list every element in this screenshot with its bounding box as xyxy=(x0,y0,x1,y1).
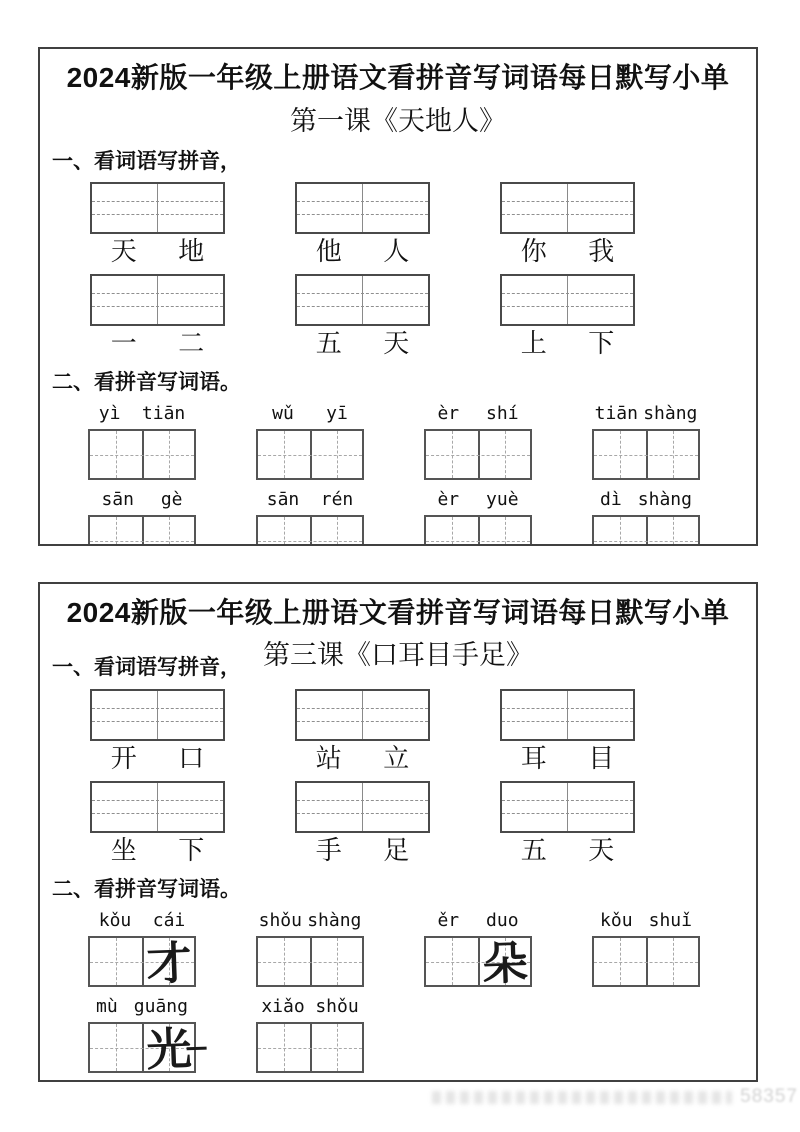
fourline-guide-line xyxy=(502,293,633,294)
character-write-cell xyxy=(646,517,698,546)
character-write-cell xyxy=(594,431,646,478)
pinyin-syllable: wǔ xyxy=(272,403,294,424)
word-pair xyxy=(295,836,430,866)
fourline-guide-line xyxy=(502,813,633,814)
pinyin-syllable: shuǐ xyxy=(648,910,692,931)
word-row xyxy=(90,329,756,359)
fourline-guide-line xyxy=(92,214,223,215)
fourline-guide-line xyxy=(92,813,223,814)
fourline-guide-line xyxy=(92,306,223,307)
word-row xyxy=(90,744,756,774)
character-write-cell xyxy=(258,431,310,478)
word-char: 一 xyxy=(110,329,137,358)
pinyin-syllable: sān xyxy=(266,489,300,510)
word-char: 立 xyxy=(383,744,410,773)
character-write-cell xyxy=(142,431,194,478)
pinyin-grid-column xyxy=(424,403,532,480)
lesson-subtitle: 第一课《天地人》 xyxy=(290,106,506,136)
pinyin-write-cell xyxy=(157,184,223,232)
pinyin-write-box xyxy=(90,182,225,234)
word-char: 目 xyxy=(588,744,615,773)
word-pair xyxy=(500,836,635,866)
pinyin-write-box xyxy=(500,781,635,833)
section1-write-pinyin xyxy=(40,689,756,866)
pinyin-write-cell xyxy=(297,276,362,324)
pinyin-grid-column xyxy=(592,489,700,546)
character-write-cell xyxy=(258,1024,310,1071)
word-pair xyxy=(500,237,635,267)
word-char: 天 xyxy=(110,237,137,266)
pinyin-syllable: shí xyxy=(486,403,519,424)
fourline-guide-line xyxy=(502,800,633,801)
pinyin-write-cell xyxy=(362,783,428,831)
section2-heading: 二、看拼音写词语。 xyxy=(52,371,241,394)
pinyin-grid-column xyxy=(88,996,196,1076)
pinyin-label xyxy=(592,403,700,425)
section1-heading: 一、看词语写拼音， xyxy=(52,656,241,679)
pinyin-grid-column xyxy=(256,996,364,1073)
pinyin-label xyxy=(88,403,196,425)
fourline-guide-line xyxy=(92,800,223,801)
pinyin-syllable: guāng xyxy=(133,996,188,1017)
pinyin-label xyxy=(592,910,700,932)
pinyin-box-row xyxy=(90,781,756,833)
fourline-guide-line xyxy=(502,306,633,307)
word-pair xyxy=(500,744,635,774)
pinyin-label xyxy=(88,489,196,511)
pinyin-syllable: gè xyxy=(160,489,183,510)
pinyin-write-cell xyxy=(92,276,157,324)
word-pair xyxy=(500,329,635,359)
character-grid xyxy=(424,515,532,546)
section2-write-words xyxy=(40,403,756,546)
character-grid xyxy=(88,936,196,990)
pinyin-grid-column xyxy=(256,489,364,546)
pinyin-label xyxy=(256,910,364,932)
pinyin-box-row xyxy=(90,274,756,326)
character-write-cell xyxy=(90,517,142,546)
character-write-cell xyxy=(142,937,194,990)
section2-write-words xyxy=(40,910,756,1076)
pinyin-syllable: kǒu xyxy=(600,910,633,931)
pinyin-syllable: shàng xyxy=(643,403,698,424)
word-char: 下 xyxy=(178,836,205,865)
pinyin-grid-row xyxy=(88,403,756,480)
pinyin-syllable: èr xyxy=(437,489,460,510)
handwritten-char: 才 xyxy=(145,937,193,990)
character-write-cell xyxy=(310,938,362,985)
word-char: 你 xyxy=(520,237,547,266)
pinyin-write-box xyxy=(500,689,635,741)
fourline-guide-line xyxy=(297,201,428,202)
word-char: 人 xyxy=(383,237,410,266)
word-char: 站 xyxy=(315,744,342,773)
pinyin-syllable: rén xyxy=(320,489,354,510)
section1-heading: 一、看词语写拼音， xyxy=(52,150,241,173)
pinyin-write-box xyxy=(90,274,225,326)
word-pair xyxy=(295,744,430,774)
pinyin-write-cell xyxy=(297,184,362,232)
word-row xyxy=(90,237,756,267)
pinyin-syllable: dì xyxy=(600,489,622,510)
lesson-subtitle: 第三课《口耳目手足》 xyxy=(263,640,533,670)
pinyin-syllable: ěr xyxy=(437,910,460,931)
word-pair xyxy=(90,237,225,267)
character-grid xyxy=(256,1022,364,1073)
fourline-guide-line xyxy=(502,214,633,215)
worksheet-panel-lesson3 xyxy=(38,582,758,1082)
pinyin-write-cell xyxy=(157,691,223,739)
word-pair xyxy=(295,329,430,359)
word-char: 五 xyxy=(315,329,342,358)
character-grid xyxy=(592,429,700,480)
word-char: 二 xyxy=(178,329,205,358)
pinyin-write-box xyxy=(500,182,635,234)
word-char: 我 xyxy=(588,237,615,266)
pinyin-write-box xyxy=(90,781,225,833)
character-grid xyxy=(424,429,532,480)
character-write-cell xyxy=(90,1024,142,1071)
worksheet-panel-lesson1 xyxy=(38,47,758,546)
pinyin-grid-row xyxy=(88,910,756,990)
pinyin-write-cell xyxy=(567,691,633,739)
word-pair xyxy=(90,744,225,774)
pinyin-label xyxy=(256,489,364,511)
character-write-cell xyxy=(142,517,194,546)
pinyin-syllable: tiān xyxy=(141,403,186,424)
word-char: 他 xyxy=(315,237,342,266)
fourline-guide-line xyxy=(297,306,428,307)
pinyin-label xyxy=(256,403,364,425)
pinyin-grid-column xyxy=(592,910,700,987)
pinyin-syllable: shàng xyxy=(307,910,362,931)
fourline-guide-line xyxy=(502,708,633,709)
pinyin-label xyxy=(256,996,364,1018)
pinyin-box-row xyxy=(90,689,756,741)
pinyin-grid-column xyxy=(592,403,700,480)
fourline-guide-line xyxy=(502,721,633,722)
pinyin-write-box xyxy=(295,781,430,833)
pinyin-write-cell xyxy=(297,691,362,739)
pinyin-grid-column xyxy=(256,910,364,987)
character-grid xyxy=(256,515,364,546)
pinyin-syllable: mù xyxy=(96,996,118,1017)
character-write-cell xyxy=(478,431,530,478)
pinyin-syllable: shǒu xyxy=(258,910,302,931)
handwritten-char: 光 xyxy=(145,1012,192,1079)
pinyin-write-cell xyxy=(567,276,633,324)
character-write-cell xyxy=(258,517,310,546)
pinyin-syllable: èr xyxy=(437,403,460,424)
pinyin-syllable: kǒu xyxy=(98,910,132,931)
pinyin-write-cell xyxy=(92,691,157,739)
word-pair xyxy=(295,237,430,267)
character-write-cell xyxy=(426,431,478,478)
pinyin-write-box xyxy=(295,689,430,741)
pinyin-label xyxy=(424,489,532,511)
fourline-guide-line xyxy=(297,721,428,722)
character-grid xyxy=(256,429,364,480)
character-write-cell xyxy=(478,937,530,990)
word-char: 天 xyxy=(383,329,410,358)
word-char: 口 xyxy=(178,744,205,773)
page-title: 2024新版一年级上册语文看拼音写词语每日默写小单 xyxy=(66,597,730,628)
page-title: 2024新版一年级上册语文看拼音写词语每日默写小单 xyxy=(66,62,730,93)
fourline-guide-line xyxy=(92,708,223,709)
pinyin-syllable: sān xyxy=(101,489,134,510)
pinyin-grid-column xyxy=(88,910,196,990)
character-write-cell xyxy=(646,938,698,985)
pinyin-write-cell xyxy=(92,783,157,831)
character-write-cell xyxy=(310,431,362,478)
watermark xyxy=(432,1086,798,1108)
pinyin-syllable: cái xyxy=(152,910,186,931)
pinyin-write-cell xyxy=(502,276,567,324)
pinyin-grid-row xyxy=(88,996,756,1076)
watermark-digits: 58357 xyxy=(740,1086,798,1107)
pinyin-write-cell xyxy=(157,276,223,324)
character-write-cell xyxy=(258,938,310,985)
character-write-cell xyxy=(594,517,646,546)
character-write-cell xyxy=(90,431,142,478)
section1-write-pinyin xyxy=(40,182,756,359)
pinyin-syllable: duo xyxy=(486,910,519,931)
pinyin-write-cell xyxy=(362,184,428,232)
fourline-guide-line xyxy=(297,813,428,814)
word-char: 手 xyxy=(315,836,342,865)
character-grid xyxy=(592,936,700,987)
character-write-cell xyxy=(310,1024,362,1071)
pinyin-write-box xyxy=(295,182,430,234)
character-grid xyxy=(424,936,532,990)
pinyin-grid-column xyxy=(88,403,196,480)
word-char: 上 xyxy=(520,329,547,358)
pinyin-write-cell xyxy=(157,783,223,831)
watermark-smudge xyxy=(432,1091,732,1104)
word-char: 耳 xyxy=(520,744,547,773)
pinyin-write-box xyxy=(295,274,430,326)
character-write-cell xyxy=(310,517,362,546)
word-char: 下 xyxy=(588,329,615,358)
word-row xyxy=(90,836,756,866)
word-pair xyxy=(90,329,225,359)
pinyin-write-cell xyxy=(502,184,567,232)
word-pair xyxy=(90,836,225,866)
pinyin-write-cell xyxy=(502,783,567,831)
pinyin-grid-column xyxy=(88,489,196,546)
character-write-cell xyxy=(646,431,698,478)
pinyin-grid-column xyxy=(424,489,532,546)
word-char: 坐 xyxy=(110,836,137,865)
pinyin-grid-row xyxy=(88,489,756,546)
character-write-cell xyxy=(426,938,478,985)
fourline-guide-line xyxy=(92,293,223,294)
pinyin-box-row xyxy=(90,182,756,234)
character-write-cell xyxy=(478,517,530,546)
fourline-guide-line xyxy=(297,293,428,294)
fourline-guide-line xyxy=(297,214,428,215)
pinyin-write-cell xyxy=(567,783,633,831)
character-write-cell xyxy=(90,938,142,985)
pinyin-syllable: tiān xyxy=(594,403,638,424)
word-char: 开 xyxy=(110,744,137,773)
lesson-header xyxy=(40,633,756,679)
fourline-guide-line xyxy=(502,201,633,202)
pinyin-write-cell xyxy=(92,184,157,232)
pinyin-label xyxy=(424,403,532,425)
word-char: 五 xyxy=(520,836,547,865)
pinyin-syllable: yuè xyxy=(486,489,519,510)
fourline-guide-line xyxy=(297,708,428,709)
character-grid xyxy=(88,1022,196,1076)
pinyin-write-cell xyxy=(502,691,567,739)
word-char: 天 xyxy=(588,836,615,865)
fourline-guide-line xyxy=(297,800,428,801)
pinyin-label xyxy=(592,489,700,511)
character-write-cell xyxy=(142,1023,194,1076)
section2-heading: 二、看拼音写词语。 xyxy=(52,878,241,901)
pinyin-syllable: yī xyxy=(326,403,348,424)
character-write-cell xyxy=(594,938,646,985)
character-grid xyxy=(256,936,364,987)
word-char: 地 xyxy=(178,237,205,266)
pinyin-grid-column xyxy=(256,403,364,480)
handwritten-char: 朵 xyxy=(481,937,529,990)
pinyin-syllable: xiǎo xyxy=(261,996,305,1017)
pinyin-write-box xyxy=(500,274,635,326)
word-char: 足 xyxy=(383,836,410,865)
pinyin-syllable: yì xyxy=(98,403,121,424)
character-grid xyxy=(592,515,700,546)
pinyin-write-cell xyxy=(567,184,633,232)
character-grid xyxy=(88,429,196,480)
pinyin-write-cell xyxy=(297,783,362,831)
fourline-guide-line xyxy=(92,201,223,202)
pinyin-write-box xyxy=(90,689,225,741)
pinyin-syllable: shàng xyxy=(637,489,692,510)
fourline-guide-line xyxy=(92,721,223,722)
pinyin-syllable: shǒu xyxy=(315,996,359,1017)
character-write-cell xyxy=(426,517,478,546)
pinyin-grid-column xyxy=(424,910,532,990)
pinyin-write-cell xyxy=(362,691,428,739)
pinyin-write-cell xyxy=(362,276,428,324)
character-grid xyxy=(88,515,196,546)
